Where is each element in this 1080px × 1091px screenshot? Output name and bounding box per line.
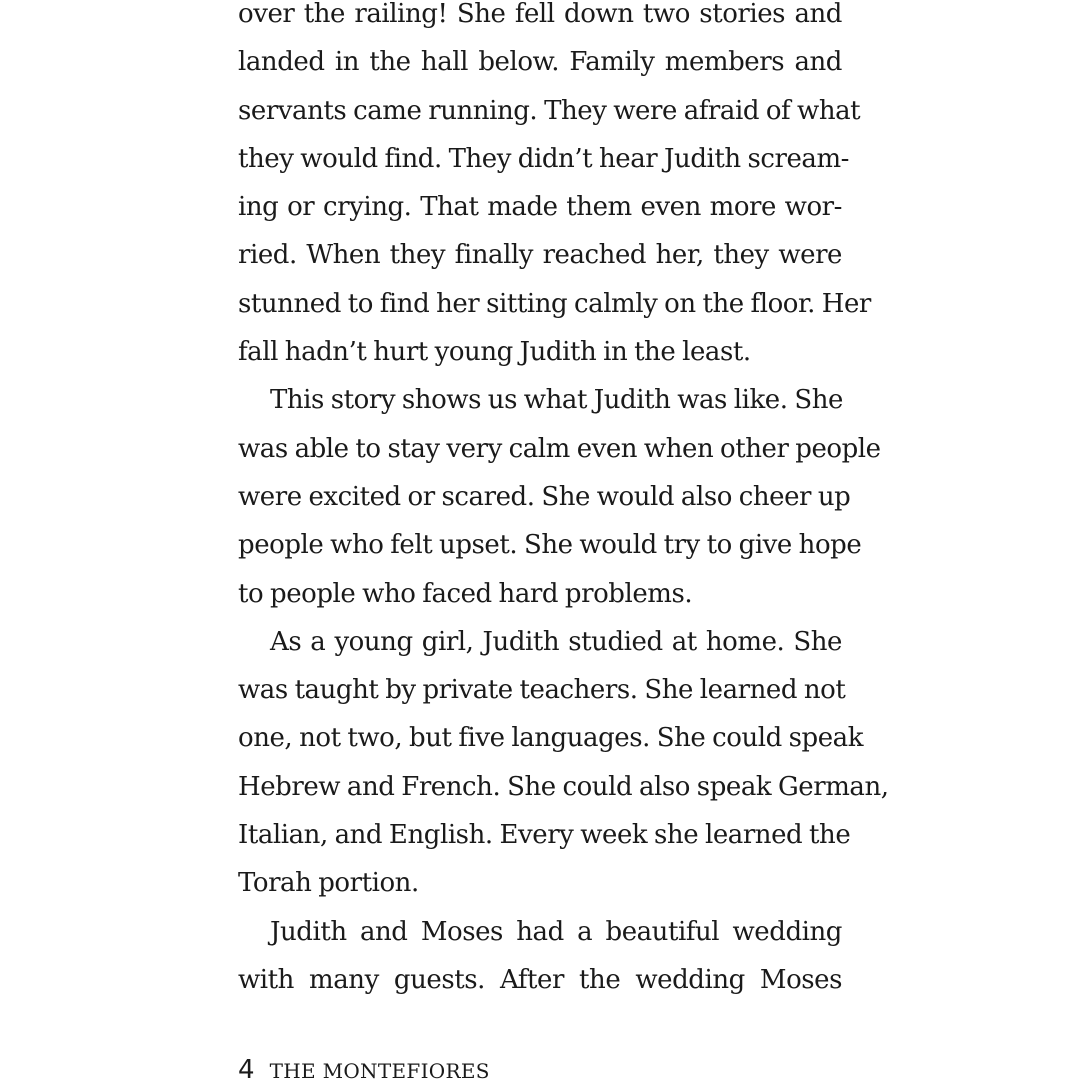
text-line: was taught by private teachers. She learned not xyxy=(238,675,846,706)
page-number: 4 xyxy=(238,1055,255,1085)
text-line: Italian, and English. Every week she learned the xyxy=(238,820,851,851)
text-line: stunned to find her sitting calmly on the floor. Her xyxy=(238,288,871,319)
text-line: people who felt upset. She would try to give hope xyxy=(238,530,862,561)
text-line: over the railing! She fell down two stories and xyxy=(238,0,842,29)
text-line: servants came running. They were afraid of what xyxy=(238,95,861,126)
text-line: they would find. They didn’t hear Judith scream- xyxy=(238,143,849,174)
text-line: Judith and Moses had a beautiful wedding xyxy=(270,916,842,947)
text-line: fall hadn’t hurt young Judith in the least. xyxy=(238,337,751,368)
text-line: ing or crying. That made them even more wor- xyxy=(238,192,842,223)
text-line: to people who faced hard problems. xyxy=(238,578,693,609)
running-head: THE MONTEFIORES xyxy=(269,1059,490,1083)
text-line: with many guests. After the wedding Moses xyxy=(238,964,842,995)
text-line: ried. When they finally reached her, they were xyxy=(238,240,842,271)
text-line: As a young girl, Judith studied at home. She xyxy=(270,626,842,657)
text-line: were excited or scared. She would also cheer up xyxy=(238,481,851,512)
text-line: This story shows us what Judith was like. She xyxy=(270,385,843,416)
text-line: landed in the hall below. Family members and xyxy=(238,47,842,78)
text-line: was able to stay very calm even when other people xyxy=(238,433,881,464)
page-footer xyxy=(238,1052,490,1088)
body-text xyxy=(238,0,889,1004)
text-line: Hebrew and French. She could also speak German, xyxy=(238,771,889,802)
text-line: one, not two, but five languages. She could speak xyxy=(238,723,864,754)
text-line: Torah portion. xyxy=(238,868,419,899)
